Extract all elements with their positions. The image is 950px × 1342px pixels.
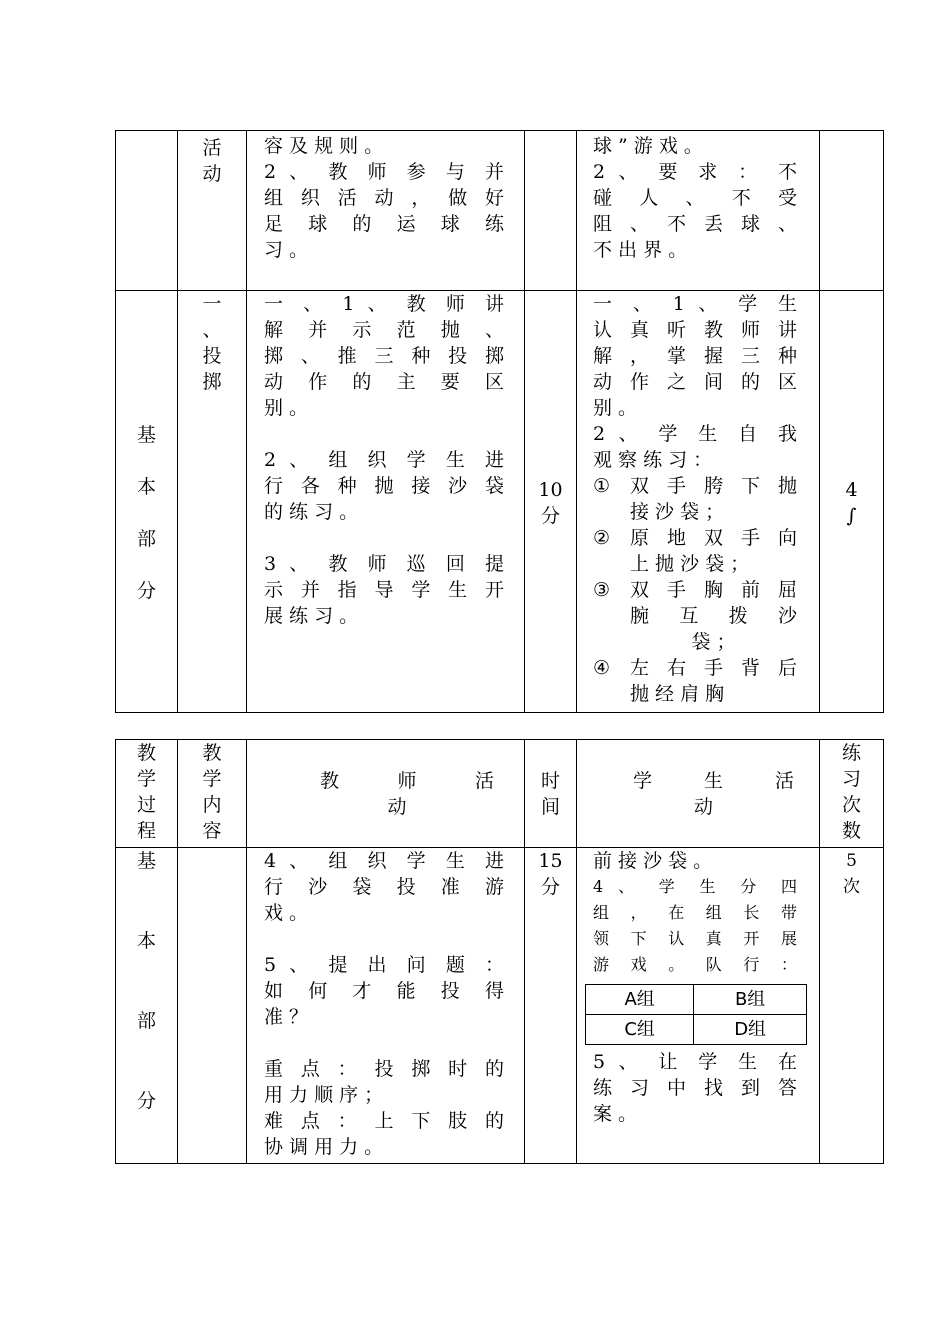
header-char: 内 [202,794,222,816]
text-line: 行 各 种 抛 接 沙 袋 [264,475,504,497]
text-line: 3 、 教 师 巡 回 提 [264,553,504,575]
text-line: 上 抛 沙 袋 ； [630,553,750,575]
item-number: ② [593,527,611,549]
text-line: 2 、 组 织 学 生 进 [264,449,504,471]
lesson-table-continued [115,130,884,713]
text-line: 碰 人 、 不 受 [593,187,797,209]
count-cell [820,291,884,713]
header-line: 教 师 活 [320,770,494,792]
text-line: 双 手 胸 前 屈 [630,579,797,601]
text-line: 球 ” 游 戏 。 [593,135,703,157]
text-line: 左 右 手 背 后 [630,657,797,679]
list-item [593,577,797,655]
text-line: 容 及 规 则 。 [264,135,384,157]
text-line: 足 球 的 运 球 练 [264,213,504,235]
text-line: 组 ， 在 组 长 带 [593,903,797,922]
text-line: 练 习 中 找 到 答 [593,1077,797,1099]
teacher-activity-cell [247,848,525,1164]
group-cell: D组 [694,1015,807,1045]
item-number: ③ [593,579,611,601]
text-line: 动 作 之 间 的 区 [593,371,797,393]
text-line: 游 戏 。 队 行 ： [593,955,797,974]
count-cell [820,848,884,1164]
text-line: 认 真 听 教 师 讲 [593,319,797,341]
header-char: 教 [136,742,156,764]
text-line: 用 力 顺 序 ； [264,1084,384,1106]
content-line: 活 [202,137,222,159]
process-char: 本 [136,930,156,952]
text-line: 观 察 练 习 ： [593,449,713,471]
text-line: 袋 ； [691,631,736,653]
list-item [593,473,797,525]
text-line: 原 地 双 手 向 [630,527,797,549]
header-char: 程 [136,820,156,842]
text-line: 领 下 认 真 开 展 [593,929,797,948]
header-process [116,740,178,848]
count-value: 5 [846,851,857,871]
text-line: 案 。 [593,1103,638,1125]
text-line: 不 出 界 。 [593,239,688,261]
process-cell [116,291,178,713]
content-line: 一 [202,293,222,315]
count-value: 4 [845,479,858,501]
text-line: 如 何 才 能 投 得 [264,980,504,1002]
header-content [178,740,247,848]
text-line: 协 调 用 力 。 [264,1136,384,1158]
header-char: 过 [136,794,156,816]
header-char: 次 [841,794,861,816]
table-row [116,131,884,291]
text-line: 前 接 沙 袋 。 [593,850,713,872]
content-cell [178,131,247,291]
text-line: 示 并 指 导 学 生 开 [264,579,504,601]
student-activity-cell [577,848,820,1164]
header-line: 动 [387,796,407,818]
group-cell: C组 [586,1015,694,1045]
content-cell [178,291,247,713]
text-line: 解 ， 掌 握 三 种 [593,345,797,367]
table-row [116,848,884,1164]
text-line: 2 、 教 师 参 与 并 [264,161,504,183]
process-char: 基 [136,850,156,872]
text-line: 一 、 1 、 学 生 [593,293,797,315]
header-teacher [247,740,525,848]
group-cell: B组 [694,985,807,1015]
text-line: 重 点 ： 投 掷 时 的 [264,1058,504,1080]
text-line: 接 沙 袋 ； [630,501,725,523]
content-cell [178,848,247,1164]
count-cell [820,131,884,291]
time-cell [525,131,577,291]
text-line: 解 并 示 范 抛 、 [264,319,504,341]
table-header-row [116,740,884,848]
header-char: 习 [841,768,861,790]
process-char: 分 [136,580,156,602]
header-char: 练 [841,742,861,764]
process-char: 本 [136,476,156,498]
text-line: 4 、 组 织 学 生 进 [264,850,504,872]
text-line: 准 ？ [264,1006,309,1028]
text-line: 2 、 学 生 自 我 [593,423,797,445]
text-line: 戏 。 [264,902,309,924]
list-item [593,525,797,577]
content-line: 动 [202,163,222,185]
time-unit: 分 [540,876,560,898]
process-char: 分 [136,1090,156,1112]
header-char: 教 [202,742,222,764]
text-line: 阻 、 不 丢 球 、 [593,213,797,235]
process-cell [116,848,178,1164]
group-formation-table [585,984,807,1045]
student-activity-cell [577,131,820,291]
header-time [525,740,577,848]
text-line: 5 、 让 学 生 在 [593,1051,797,1073]
process-char: 基 [136,424,156,446]
text-line: 的 练 习 。 [264,501,359,523]
text-line: 掷 、 推 三 种 投 掷 [264,345,504,367]
text-line: 动 作 的 主 要 区 [264,371,504,393]
header-student [577,740,820,848]
process-char: 部 [136,528,156,550]
text-line: 别 。 [264,397,309,419]
text-line: 组 织 活 动 ， 做 好 [264,187,504,209]
lesson-table [115,739,884,1164]
text-line: 行 沙 袋 投 准 游 [264,876,504,898]
text-line: 习 。 [264,239,309,261]
time-value: 15 [538,850,563,872]
count-unit: ∫ [846,505,857,527]
process-char: 部 [136,1010,156,1032]
student-activity-cell [577,291,820,713]
text-line: 抛 经 肩 胸 [630,683,725,705]
table-row [116,291,884,713]
content-line: 、 [202,319,222,341]
time-cell [525,291,577,713]
teacher-activity-cell [247,291,525,713]
process-cell [116,131,178,291]
header-char: 学 [202,768,222,790]
text-line: 腕 互 拨 沙 [630,605,797,627]
item-number: ④ [593,657,611,679]
text-line: 4 、 学 生 分 四 [593,877,797,896]
header-char: 数 [841,820,861,842]
count-unit: 次 [843,877,860,897]
header-line: 学 生 活 [633,770,794,792]
teacher-activity-cell [247,131,525,291]
time-unit: 分 [540,505,560,527]
item-number: ① [593,475,611,497]
text-line: 展 练 习 。 [264,605,359,627]
header-count [820,740,884,848]
time-value: 10 [538,479,563,501]
time-cell [525,848,577,1164]
header-char: 时 [540,770,560,792]
text-line: 别 。 [593,397,638,419]
content-line: 投 [202,345,222,367]
header-char: 容 [202,820,222,842]
text-line: 双 手 胯 下 抛 [630,475,797,497]
text-line: 2 、 要 求 ： 不 [593,161,797,183]
text-line: 难 点 ： 上 下 肢 的 [264,1110,504,1132]
text-line: 一 、 1 、 教 师 讲 [264,293,504,315]
text-line: 5 、 提 出 问 题 ： [264,954,504,976]
group-cell: A组 [586,985,694,1015]
header-line: 动 [693,796,713,818]
header-char: 学 [136,768,156,790]
list-item [593,655,797,707]
content-line: 掷 [202,371,222,393]
header-char: 间 [540,796,560,818]
